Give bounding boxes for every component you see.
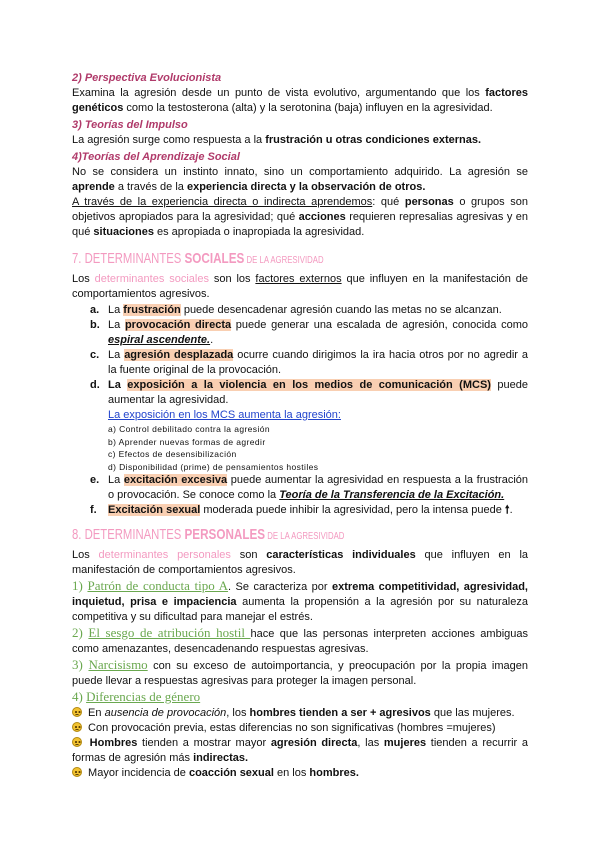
list-item-e <box>72 473 528 503</box>
personal-item-2 <box>72 625 528 657</box>
gender-line-3 <box>72 736 528 766</box>
text: La agresión surge como respuesta a la <box>72 134 266 146</box>
text: tienden a recurrir a formas de agresión más <box>72 737 528 764</box>
list-marker: f. <box>90 504 97 516</box>
paragraph-evolucionista <box>72 86 528 116</box>
text: No se considera un instinto innato, sino un comportamiento adquirido. La agresión se <box>72 166 528 178</box>
list-item-b <box>72 318 528 348</box>
text: que las mujeres. <box>430 707 515 719</box>
list-item-c <box>72 348 528 378</box>
worried-face-icon <box>72 722 82 732</box>
item-number: 1) <box>72 578 88 593</box>
list-marker: e. <box>90 474 100 486</box>
text: son <box>230 549 267 561</box>
gender-line-4 <box>72 766 528 781</box>
text: a través de la <box>114 181 187 193</box>
text: son los <box>208 273 256 285</box>
highlight: frustración <box>123 304 181 316</box>
list-item-f <box>72 503 528 518</box>
bold-text: hombres. <box>309 767 359 779</box>
item-number: 2) <box>72 625 89 640</box>
item-title: Narcisismo <box>88 657 148 672</box>
text: , los <box>226 707 250 719</box>
bold-text: experiencia directa y la observación de otros. <box>186 181 426 193</box>
text: La <box>108 349 125 361</box>
mcs-effect-item: d) Disponibilidad (prime) de pensamientos hostiles <box>108 461 319 472</box>
bold-text: mujeres <box>383 737 427 749</box>
text: Los <box>72 273 95 285</box>
text: aumenta la propensión a la agresión por su naturaleza competitiva y su dificultad para manejar el estrés. <box>72 596 528 623</box>
item-title: Diferencias de género <box>86 689 201 704</box>
list-marker: a. <box>90 304 100 316</box>
highlight: exposición a la violencia en los medios de comunicación (MCS) <box>127 379 491 391</box>
list-item-a <box>72 303 528 318</box>
bold-text: hombres tienden a ser + agresivos <box>249 707 431 719</box>
intro-personales <box>72 548 528 578</box>
highlight: agresión desplazada <box>124 349 234 361</box>
heading-emphasis: SOCIALES <box>184 250 245 267</box>
bold-text: coacción sexual <box>188 767 274 779</box>
list-item-d <box>72 378 528 473</box>
mcs-effect-item: a) Control debilitado contra la agresión <box>108 424 271 434</box>
bold-text: características individuales <box>266 549 416 561</box>
text: La <box>108 304 124 316</box>
bold-italic-text: Teoría de la Transferencia de la Excitación. <box>279 489 505 501</box>
pink-text: determinantes sociales <box>94 273 209 285</box>
list-marker: d. <box>90 379 100 391</box>
text: en los <box>273 767 310 779</box>
arrow-up-icon: 🠕 <box>504 504 510 516</box>
heading-emphasis: PERSONALES <box>184 526 266 543</box>
section-heading-sociales <box>72 250 428 270</box>
bold-text: factores genéticos <box>72 87 528 114</box>
highlight: provocación directa <box>124 319 232 331</box>
item-title: Patrón de conducta tipo A <box>87 578 229 593</box>
document-page <box>72 70 528 781</box>
paragraph-impulso <box>72 133 528 148</box>
text: requieren represalias agresivas y en qué <box>72 211 528 238</box>
bold-text: personas <box>404 196 454 208</box>
bold-text: aprende <box>72 181 115 193</box>
text: En <box>85 707 105 719</box>
bold-text: acciones <box>298 211 346 223</box>
item-title: El sesgo de atribución hostil <box>88 625 251 640</box>
paragraph-aprendizaje-1 <box>72 165 528 195</box>
text: puede aumentar la agresividad. <box>108 379 528 406</box>
paragraph-aprendizaje-2 <box>72 195 528 240</box>
text: moderada puede inhibir la agresividad, pero la intensa puede <box>200 504 505 516</box>
italic-text: ausencia de provocación <box>104 707 227 719</box>
text: Examina la agresión desde un punto de vista evolutivo, argumentando que los <box>72 87 486 99</box>
bold-italic-text: espiral ascendente. <box>108 334 211 346</box>
text: ocurre cuando dirigimos la ira hacia otros por no agredir a la fuente original de la provocación. <box>108 349 528 376</box>
text: puede desencadenar agresión cuando las metas no se alcanzan. <box>180 304 502 316</box>
text: puede generar una escalada de agresión, conocida como <box>231 319 528 331</box>
text: . <box>509 504 513 516</box>
text: que influyen en la manifestación de comportamientos agresivos. <box>72 549 529 576</box>
text: , las <box>357 737 384 749</box>
bold-text: situaciones <box>93 226 154 238</box>
text: hace que las personas interpreten acciones ambiguas como amenazantes, desencadenando respuestas agresivas. <box>72 628 528 655</box>
bold-text: Hombres <box>85 737 138 749</box>
text: La <box>108 319 125 331</box>
text: Los <box>72 549 99 561</box>
subheading-impulso: 3) Teorías del Impulso <box>72 119 188 131</box>
text: Con provocación previa, estas diferencias no son significativas (hombres =mujeres) <box>85 722 496 734</box>
subheading-aprendizaje: 4)Teorías del Aprendizaje Social <box>72 151 240 163</box>
highlight: excitación excesiva <box>123 474 228 486</box>
gender-line-1 <box>72 706 528 721</box>
underlined-text: factores externos <box>255 273 342 285</box>
pink-text: determinantes personales <box>98 549 231 561</box>
personal-item-1 <box>72 578 528 625</box>
intro-sociales <box>72 272 528 302</box>
bold-text: indirectas. <box>193 752 249 764</box>
text: puede aumentar la agresividad en respuesta a la frustración o provocación. Se conoce como la <box>108 474 528 501</box>
text: : qué <box>372 196 405 208</box>
worried-face-icon <box>72 737 82 747</box>
text: . <box>210 334 214 346</box>
text: tienden a mostrar mayor <box>137 737 271 749</box>
mcs-effects-list <box>108 423 528 473</box>
worried-face-icon <box>72 707 82 717</box>
heading-suffix: DE LA AGRESIVIDAD <box>244 255 324 266</box>
text: como la testosterona (alta) y la serotonina (baja) influyen en la agresividad. <box>123 102 493 114</box>
item-number: 4) <box>72 689 87 704</box>
text: o grupos son objetivos apropiados para la agresividad; qué <box>72 196 528 223</box>
bold-text: frustración u otras condiciones externas. <box>265 134 482 146</box>
item-number: 3) <box>72 657 89 672</box>
heading-text: 8. DETERMINANTES <box>72 527 185 543</box>
mcs-effect-item: b) Aprender nuevas formas de agredir <box>108 436 266 447</box>
gender-line-2 <box>72 721 528 736</box>
subheading-evolucionista: 2) Perspectiva Evolucionista <box>72 72 222 84</box>
bold-text: agresión directa <box>270 737 358 749</box>
list-sociales <box>72 303 528 518</box>
heading-suffix: DE LA AGRESIVIDAD <box>265 531 345 542</box>
text: con su exceso de autoimportancia, y preocupación por la propia imagen puede llevar a respuestas agresivas para proteger la imagen personal. <box>72 660 528 687</box>
underlined-text: A través de la experiencia directa o indirecta aprendemos <box>72 196 373 208</box>
list-marker: b. <box>90 319 100 331</box>
worried-face-icon <box>72 767 82 777</box>
text: La <box>108 474 124 486</box>
bold-text: extrema competitividad, agresividad, inquietud, prisa e impaciencia <box>72 581 528 608</box>
personal-item-4 <box>72 689 528 706</box>
text: que influyen en la manifestación de comportamientos agresivos. <box>72 273 529 300</box>
text: es apropiada o inapropiada la agresividad. <box>153 226 365 238</box>
bold-text: La <box>108 379 128 391</box>
text: . Se caracteriza por <box>228 581 333 593</box>
list-marker: c. <box>90 349 100 361</box>
heading-text: 7. DETERMINANTES <box>72 251 185 267</box>
mcs-link-text: La exposición en los MCS aumenta la agresión: <box>108 409 341 421</box>
highlight: Excitación sexual <box>108 504 201 516</box>
mcs-effect-item: c) Efectos de desensibilización <box>108 449 237 459</box>
section-heading-personales <box>72 526 428 546</box>
personal-item-3 <box>72 657 528 689</box>
text: Mayor incidencia de <box>85 767 189 779</box>
